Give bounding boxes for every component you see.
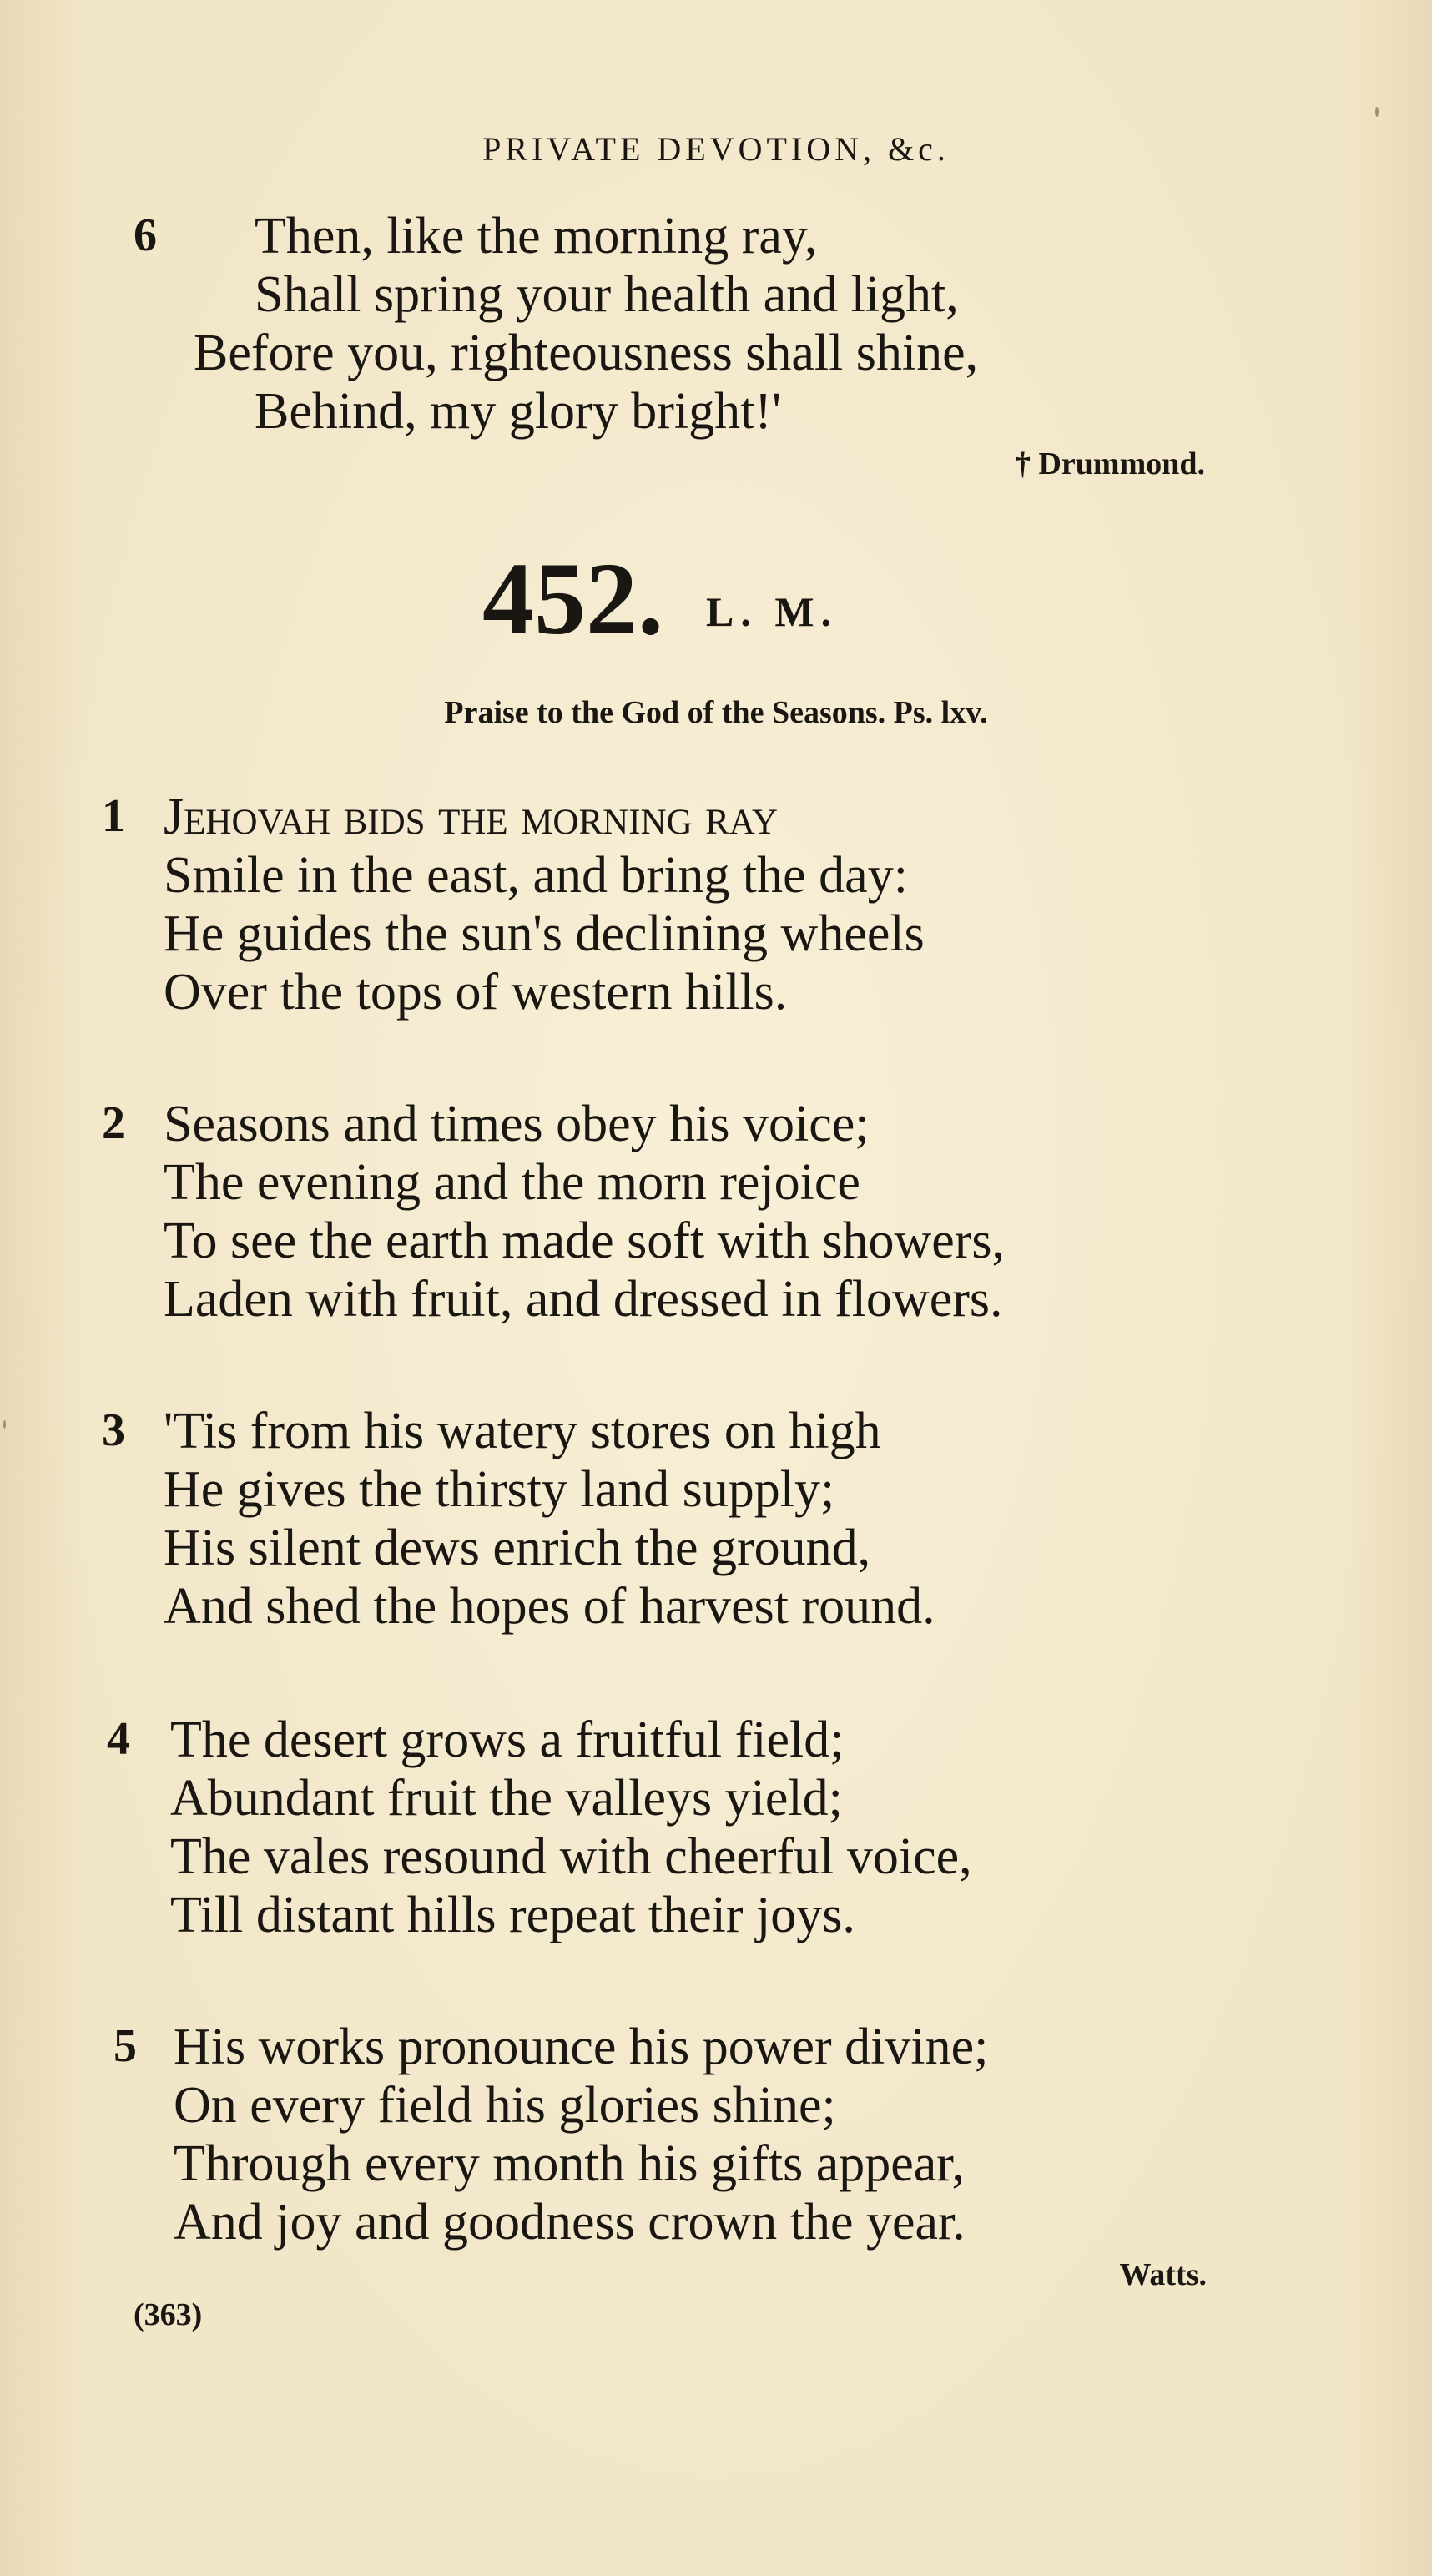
stanza-number: 4 <box>107 1713 130 1765</box>
page-number: (363) <box>134 2297 203 2332</box>
verse-line: The vales resound with cheerful voice, <box>170 1828 972 1885</box>
verse-line: He guides the sun's declining wheels <box>164 905 925 962</box>
verse-line: He gives the thirsty land supply; <box>164 1461 835 1518</box>
print-speck <box>3 1420 6 1429</box>
stanza-number: 3 <box>102 1404 125 1456</box>
verse-line: Smile in the east, and bring the day: <box>164 847 908 904</box>
stanza-number: 6 <box>134 209 157 261</box>
verse-line: The evening and the morn rejoice <box>164 1154 860 1211</box>
verse-line: Laden with fruit, and dressed in flowers. <box>164 1271 1003 1328</box>
hymn-number: 452. <box>482 542 663 656</box>
verse-line: Till distant hills repeat their joys. <box>170 1887 855 1943</box>
verse-line: And joy and goodness crown the year. <box>174 2194 966 2251</box>
attribution-watts: Watts. <box>1119 2257 1207 2292</box>
verse-line: Abundant fruit the valleys yield; <box>170 1770 843 1827</box>
verse-line: His silent dews enrich the ground, <box>164 1520 871 1576</box>
attribution-drummond: † Drummond. <box>1014 446 1205 481</box>
verse-line: And shed the hopes of harvest round. <box>164 1578 935 1635</box>
running-head: PRIVATE DEVOTION, &c. <box>482 130 950 168</box>
verse-line: Jehovah bids the morning ray <box>164 789 778 845</box>
verse-line: On every field his glories shine; <box>174 2077 836 2134</box>
stanza-number: 2 <box>102 1097 125 1149</box>
verse-line: 'Tis from his watery stores on high <box>164 1403 881 1459</box>
verse-line: Behind, my glory bright!' <box>255 383 782 440</box>
verse-line: His works pronounce his power divine; <box>174 2019 989 2075</box>
verse-line: Seasons and times obey his voice; <box>164 1096 870 1152</box>
stanza-number: 1 <box>102 790 125 842</box>
verse-line: Before you, righteousness shall shine, <box>194 325 979 381</box>
verse-line: Shall spring your health and light, <box>255 266 959 323</box>
verse-line: Then, like the morning ray, <box>255 208 818 265</box>
verse-line: Over the tops of western hills. <box>164 964 788 1021</box>
hymn-subtitle: Praise to the God of the Seasons. Ps. lxv. <box>444 695 988 730</box>
verse-line: Through every month his gifts appear, <box>174 2135 965 2192</box>
stanza-number: 5 <box>113 2020 137 2072</box>
hymn-meter: L. M. <box>706 588 839 635</box>
print-speck <box>1375 107 1379 117</box>
verse-line: To see the earth made soft with showers, <box>164 1212 1006 1269</box>
verse-line: The desert grows a fruitful field; <box>170 1711 845 1768</box>
